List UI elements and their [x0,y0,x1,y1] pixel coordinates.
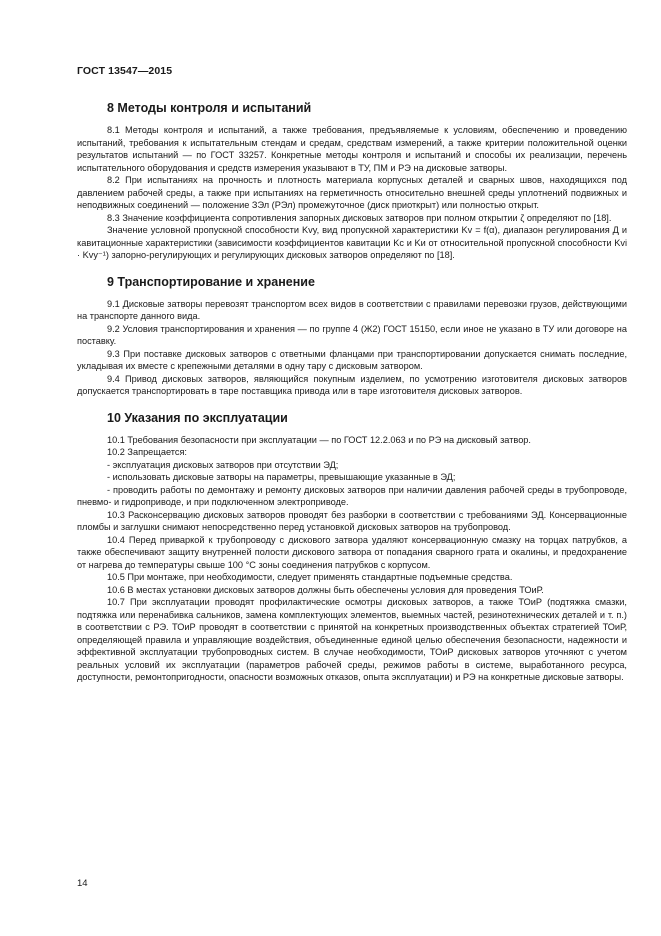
paragraph: 10.5 При монтаже, при необходимости, следует применять стандартные подъемные средства. [107,572,513,582]
paragraph: 9.4 Привод дисковых затворов, являющийся покупным изделием, по усмотрению изготовителя дисковых затворов допускается транспортировать в таре поставщика привода или в таре изготовителя дисковых затворов. [77,373,627,396]
list-item: - эксплуатация дисковых затворов при отсутствии ЭД; [107,459,339,470]
paragraph: 8.2 При испытаниях на прочность и плотность материала корпусных деталей и сварных швов, находящихся под давлением рабочей среды, а также при испытаниях на герметичность относительно внешней среды уплотнений подвижных и неподвижных соединений — положение ЗЭл (РЭл) промежуточное (диск приоткрыт) или полностью открыт. [77,175,627,210]
section-title: 9 Транспортирование и хранение [107,274,315,289]
paragraph: 9.1 Дисковые затворы перевозят транспортом всех видов в соответствии с правилами перевозки грузов, действующими на транспорте данного вида. [77,298,627,321]
paragraph: 10.1 Требования безопасности при эксплуатации — по ГОСТ 12.2.063 и по РЭ на дисковый затвор. [107,434,531,445]
paragraph: 10.3 Расконсервацию дисковых затворов проводят без разборки в соответствии с требованиями ЭД. Консервационные пломбы и заглушки снимают непосредственно перед установкой дисковых затворов на трубопровод. [77,509,627,532]
section-9 [77,274,627,398]
paragraph: 10.2 Запрещается: [107,447,187,457]
paragraph: 10.4 Перед приваркой к трубопроводу с дискового затвора удаляют консервационную смазку на торцах патрубков, а также обеспечивают защиту внутренней полости дискового затвора от попадания сварного грата и окалины, и предохранение от нагрева до температуры свыше 100 °С зоны соединения патрубков с корпусом. [77,534,627,570]
section-title: 8 Методы контроля и испытаний [107,101,312,115]
section-8 [77,100,627,262]
page-content [77,88,627,684]
paragraph: 8.3 Значение коэффициента сопротивления запорных дисковых затворов при полном открытии ζ определяют по [18]. [107,212,612,223]
list-item: - проводить работы по демонтажу и ремонту дисковых затворов при наличии давления рабочей среды в трубопроводе, пневмо- и гидроприводе, и при подключенном электроприводе. [77,484,627,507]
section-title: 10 Указания по эксплуатации [107,410,288,425]
paragraph: 9.2 Условия транспортирования и хранения — по группе 4 (Ж2) ГОСТ 15150, если иное не указано в ТУ или договоре на поставку. [77,323,627,346]
section-10 [77,410,627,684]
paragraph: 8.1 Методы контроля и испытаний, а также требования, предъявляемые к условиям, обеспечению и проведению испытаний, требования к испытательным стендам и средам, средствам измерений, а также критерии положительной оценки результатов испытаний — по ГОСТ 33257. Конкретные методы контроля и испытаний и способы их реализации, перечень испытательного оборудования и средств измерения указывают в ТУ, ПМ и РЭ на дисковые затворы. [77,125,627,173]
paragraph: 9.3 При поставке дисковых затворов с ответными фланцами при транспортировании допускается снимать последние, укладывая их вместе с крепежными деталями в одну тару с дисковым затвором. [77,348,627,371]
paragraph: Значение условной пропускной способности Kvy, вид пропускной характеристики Kv = f(α), диапазон регулирования Д и кавитационные характеристики (зависимости коэффициентов кавитации Kc и Kи от относительной пропускной способности Kvi · Kvy⁻¹) запорно-регулирующих и регулирующих дисковых затворов определяют по [18]. [77,225,627,260]
paragraph: 10.7 При эксплуатации проводят профилактические осмотры дисковых затворов, а также ТОиР (подтяжка смазки, подтяжка или перенабивка сальников, замена комплектующих элементов, выемных частей, резинотехнических деталей и т. п.) в соответствии с РЭ. ТОиР проводят в соответствии с принятой на конкретных производственных объектах стратегией ТОиР, определяющей правила и управляющие воздействия, объединенные единой целью обеспечения безопасности, надежности и эффективной эксплуатации трубопроводных систем. В случае необходимости, ТОиР дисковых затворов уточняют с учетом реальных условий их эксплуатации (параметров рабочей среды, режимов работы в системе, выработанного ресурса, доступности, ремонтопригодности, опасности возможных отказов, опыта эксплуатации) и РЭ на конкретные дисковые затворы. [77,597,627,682]
standard-header: ГОСТ 13547—2015 [77,65,173,77]
paragraph: 10.6 В местах установки дисковых затворов должны быть обеспечены условия для проведения ТОиР. [107,584,544,595]
list-item: - использовать дисковые затворы на параметры, превышающие указанные в ЭД; [107,472,456,482]
page-number: 14 [77,878,88,889]
